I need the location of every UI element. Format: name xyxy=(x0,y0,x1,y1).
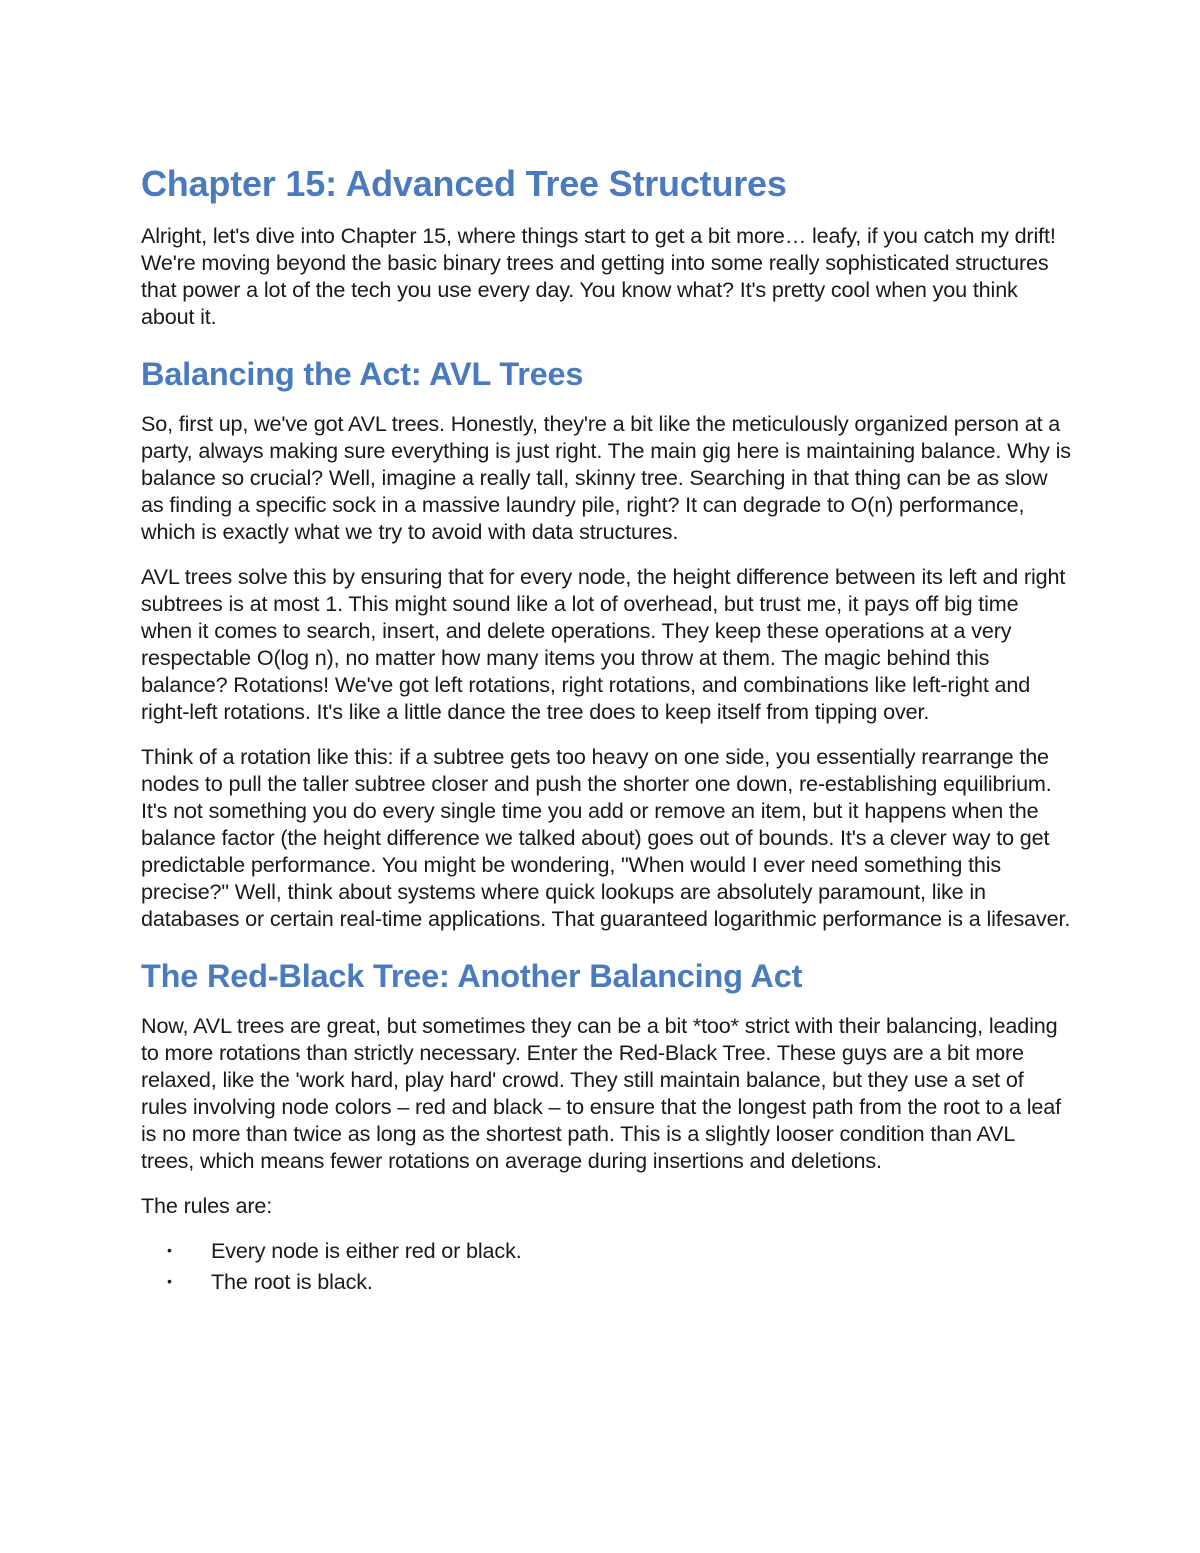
rule-text: The root is black. xyxy=(211,1269,373,1294)
avl-paragraph-2: AVL trees solve this by ensuring that for every node, the height difference between its left and right subtrees is at most 1. This might sound like a lot of overhead, but trust me, it pays off big time when it comes to search, insert, and delete operations. They keep these operations at a very respectable O(log n), no matter how many items you throw at them. The magic behind this balance? Rotations! We've got left rotations, right rotations, and combinations like left-right and right-left rotations. It's like a little dance the tree does to keep itself from tipping over. xyxy=(141,564,1066,724)
red-black-paragraph-1: Now, AVL trees are great, but sometimes they can be a bit *too* strict with their balancing, leading to more rotations than strictly necessary. Enter the Red-Black Tree. These guys are a bit more relaxed, like the 'work hard, play hard' crowd. They still maintain balance, but they use a set of rules involving node colors – red and black – to ensure that the longest path from the root to a leaf is no more than twice as long as the shortest path. This is a slightly looser condition than AVL trees, which means fewer rotations on average during insertions and deletions. xyxy=(141,1013,1061,1173)
avl-paragraph-3: Think of a rotation like this: if a subtree gets too heavy on one side, you essentially rearrange the nodes to pull the taller subtree closer and push the shorter one down, re-establishing equilibrium. It's not something you do every single time you add or remove an item, but it happens when the balance factor (the height difference we talked about) goes out of bounds. It's a clever way to get predictable performance. You might be wondering, "When would I ever need something this precise?" Well, think about systems where quick lookups are absolutely paramount, like in databases or certain real-time applications. That guaranteed logarithmic performance is a lifesaver. xyxy=(141,744,1071,931)
intro-paragraph: Alright, let's dive into Chapter 15, where things start to get a bit more… leafy, if you catch my drift! We're moving beyond the basic binary trees and getting into some really sophisticated structures that power a lot of the tech you use every day. You know what? It's pretty cool when you think about it. xyxy=(141,223,1056,329)
bullet-icon: • xyxy=(167,1273,172,1289)
bullet-icon: • xyxy=(167,1242,172,1258)
list-item xyxy=(141,1268,1071,1295)
list-item xyxy=(141,1237,1071,1264)
rules-list xyxy=(141,1237,1071,1295)
rule-text: Every node is either red or black. xyxy=(211,1238,522,1263)
section-heading-red-black: The Red-Black Tree: Another Balancing Act xyxy=(141,958,803,994)
section-heading-avl: Balancing the Act: AVL Trees xyxy=(141,356,584,392)
avl-paragraph-1: So, first up, we've got AVL trees. Honestly, they're a bit like the meticulously organized person at a party, always making sure everything is just right. The main gig here is maintaining balance. Why is balance so crucial? Well, imagine a really tall, skinny tree. Searching in that thing can be as slow as finding a specific sock in a massive laundry pile, right? It can degrade to O(n) performance, which is exactly what we try to avoid with data structures. xyxy=(141,411,1071,544)
rules-intro: The rules are: xyxy=(141,1193,273,1218)
document-page xyxy=(141,160,1071,1299)
chapter-title: Chapter 15: Advanced Tree Structures xyxy=(141,163,787,204)
